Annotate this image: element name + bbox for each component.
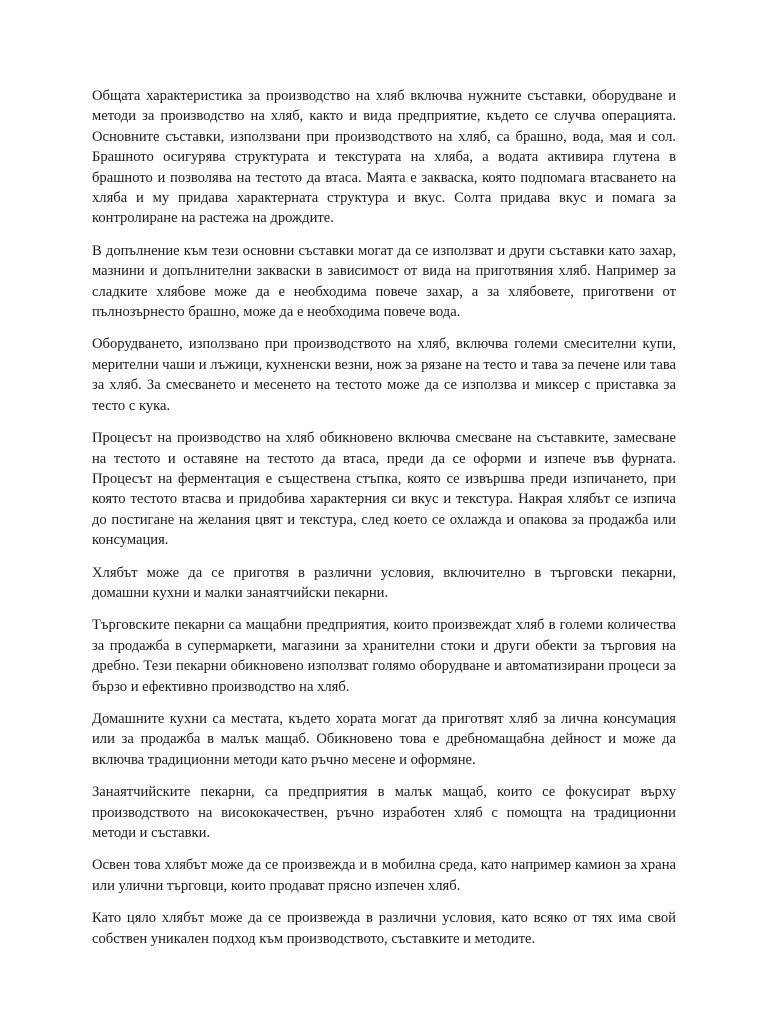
paragraph-equipment: Оборудването, използвано при производството на хляб, включва големи смесителни купи, мерителни чаши и лъжици, кухненски везни, нож за рязане на тесто и тава за печене или тава за хляб. За смесването и месенето на тестото може да се използва и миксер с приставка за тесто с кука.: [92, 336, 676, 414]
paragraph-overview: Общата характеристика за производство на хляб включва нужните съставки, оборудване и методи за производство на хляб, както и вида предприятие, където се случва операцията. Основните съставки, използвани при производството на хляб, са брашно, вода, мая и сол. Брашното осигурява структурата и текстурата на хляба, а водата активира глутена в брашното и позволява на тестото да втаса. Маята е закваска, която подпомага втасването на хляба и му придава характерната структура и вкус. Солта придава вкус и помага за контролиране на растежа на дрождите.: [92, 88, 676, 227]
paragraph-settings: Хлябът може да се приготвя в различни условия, включително в търговски пекарни, домашни кухни и малки занаятчийски пекарни.: [92, 564, 676, 601]
paragraph-mobile: Освен това хлябът може да се произвежда и в мобилна среда, като например камион за храна или улични търговци, които продават прясно изпечен хляб.: [92, 857, 676, 894]
paragraph-commercial-bakeries: Търговските пекарни са мащабни предприятия, които произвеждат хляб в големи количества за продажба в супермаркети, магазини за хранителни стоки и други обекти за търговия на дребно. Тези пекарни обикновено използват голямо оборудване и автоматизирани процеси за бързо и ефективно производство на хляб.: [92, 617, 676, 695]
paragraph-process: Процесът на производство на хляб обикновено включва смесване на съставките, замесване на тестото и оставяне на тестото да втаса, преди да се оформи и изпече във фурната. Процесът на ферментация е съществена стъпка, която се извършва преди изпичането, при която тестото втасва и придобива характерния си вкус и текстура. Накрая хлябът се изпича до постигане на желания цвят и текстура, след което се охлажда и опакова за продажба или консумация.: [92, 430, 676, 549]
document-page: [92, 86, 676, 961]
paragraph-artisan-bakeries: Занаятчийските пекарни, са предприятия в малък мащаб, които се фокусират върху производството на висококачествен, ръчно изработен хляб с помощта на традиционни методи и съставки.: [92, 784, 676, 841]
paragraph-additional-ingredients: В допълнение към тези основни съставки могат да се използват и други съставки като захар, мазнини и допълнителни закваски в зависимост от вида на приготвяния хляб. Например за сладките хлябове може да е необходима повече захар, а за хлябовете, приготвени от пълнозърнесто брашно, може да е необходима повече вода.: [92, 242, 676, 321]
paragraph-conclusion: Като цяло хлябът може да се произвежда в различни условия, като всяко от тях има свой собствен уникален подход към производството, съставките и методите.: [92, 910, 676, 947]
paragraph-home-kitchens: Домашните кухни са местата, където хората могат да приготвят хляб за лична консумация или за продажба в малък мащаб. Обикновено това е дребномащабна дейност и може да включва традиционни методи като ръчно месене и оформяне.: [92, 710, 676, 768]
